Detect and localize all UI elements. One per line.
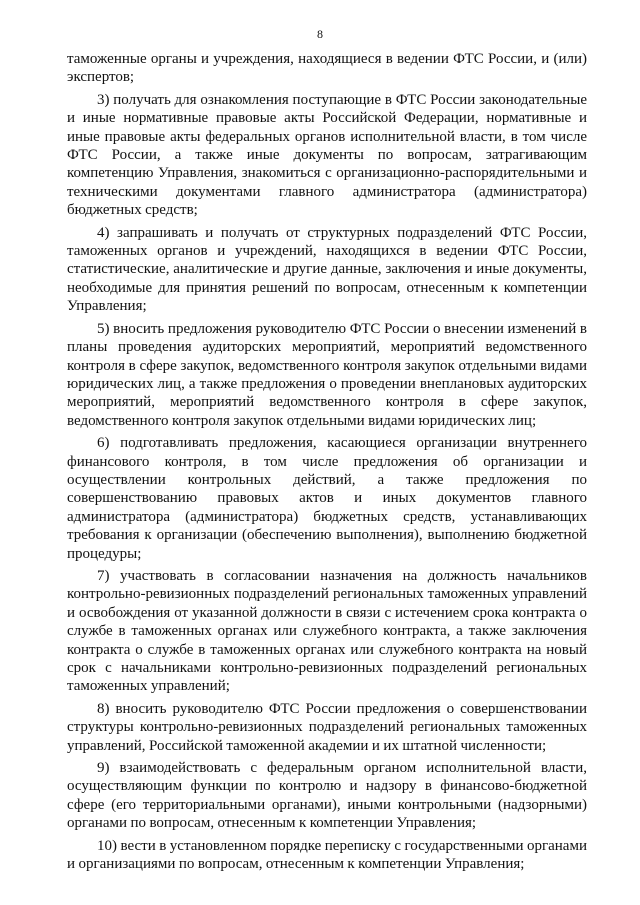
paragraph-item-8: 8) вносить руководителю ФТС России предложения о совершенствовании структуры контрольно-ревизионных подразделений региональных таможенных управлений, Российской таможенной академии и их штатной численности; <box>67 700 587 754</box>
paragraph-item-4: 4) запрашивать и получать от структурных подразделений ФТС России, таможенных органов и учреждений, находящихся в ведении ФТС России, статистические, аналитические и другие данные, заключения и иные документы, необходимые для принятия решений по вопросам, отнесенным к компетенции Управления; <box>67 224 587 315</box>
document-body <box>67 50 587 877</box>
paragraph-item-10: 10) вести в установленном порядке переписку с государственными органами и организациями по вопросам, отнесенным к компетенции Управления; <box>67 837 587 873</box>
paragraph-item-6: 6) подготавливать предложения, касающиеся организации внутреннего финансового контроля, в том числе предложения об организации и осуществлении контрольных действий, а также предложения по совершенствованию правовых актов и иных документов главного администратора (администратора) бюджетных средств, устанавливающих требования к организации (обеспечению выполнения), выполнению бюджетной процедуры; <box>67 435 587 562</box>
paragraph-item-9: 9) взаимодействовать с федеральным органом исполнительной власти, осуществляющим функции по контролю и надзору в финансово-бюджетной сфере (его территориальными органами), иными контрольными (надзорными) органами по вопросам, отнесенным к компетенции Управления; <box>67 760 587 832</box>
paragraph-continuation: таможенные органы и учреждения, находящиеся в ведении ФТС России, и (или) экспертов; <box>67 51 587 86</box>
paragraph-item-3: 3) получать для ознакомления поступающие в ФТС России законодательные и иные нормативные правовые акты Российской Федерации, нормативные и иные правовые акты федеральных органов исполнительной власти, в том числе ФТС России, а также иные документы по вопросам, затрагивающим компетенцию Управления, знакомиться с организационно-распорядительными и техническими документами главного администратора (администратора) бюджетных средств; <box>67 91 587 219</box>
paragraph-item-5: 5) вносить предложения руководителю ФТС России о внесении изменений в планы проведения аудиторских мероприятий, мероприятий ведомственного контроля в сфере закупок, ведомственного контроля закупок отдельными видами юридических лиц, а также предложения о проведении внеплановых аудиторских мероприятий, мероприятий ведомственного контроля в сфере закупок, ведомственного контроля закупок отдельными видами юридических лиц; <box>67 320 587 429</box>
page-number: 8 <box>317 27 323 41</box>
paragraph-item-7: 7) участвовать в согласовании назначения на должность начальников контрольно-ревизионных подразделений региональных таможенных управлений и освобождения от указанной должности в связи с истечением срока контракта о службе в таможенных органах или служебного контракта, а также заключения контракта о службе в таможенных органах или служебного контракта на новый срок с начальниками контрольно-ревизионных подразделений региональных таможенных управлений; <box>67 567 587 695</box>
